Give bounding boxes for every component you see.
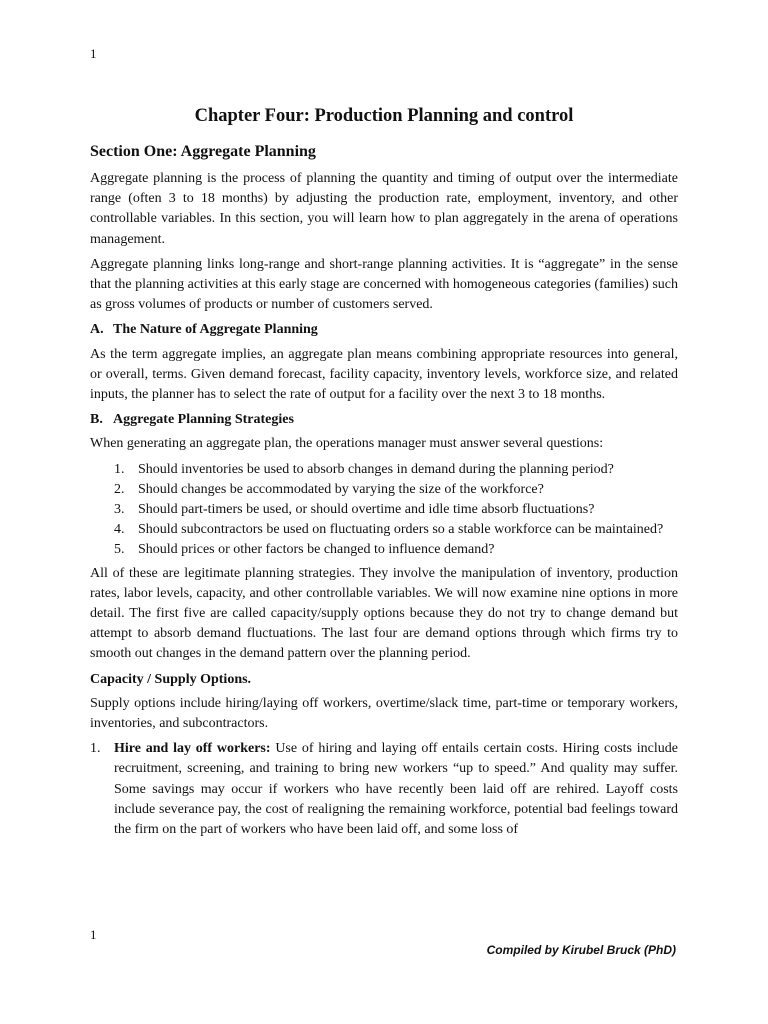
subsection-b-intro: When generating an aggregate plan, the operations manager must answer several questions: — [90, 436, 604, 452]
option-label: Hire and lay off workers: — [114, 741, 271, 757]
list-item-number: 2. — [114, 481, 125, 497]
subsection-b-title: Aggregate Planning Strategies — [113, 412, 294, 428]
subsection-a-heading — [90, 320, 678, 340]
paragraph-definition: Aggregate planning is the process of planning the quantity and timing of output over the intermediate range (often 3 to 18 months) by adjusting the production rate, employment, inventory, and other controllable variables. In this section, you will learn how to plan aggregately in the arena of operations management. — [90, 171, 678, 247]
list-item — [90, 540, 678, 560]
list-item-text: Should changes be accommodated by varying the size of the workforce? — [138, 481, 544, 497]
paragraph-links: Aggregate planning links long-range and short-range planning activities. It is “aggregate” in the sense that the planning activities at this early stage are concerned with homogeneous categories (families) such as gross volumes of products or number of customers served. — [90, 256, 678, 313]
subsection-a-text: As the term aggregate implies, an aggregate plan means combining appropriate resources into general, or overall, terms. Given demand forecast, facility capacity, inventory levels, workforce size, and related inputs, the planner has to select the rate of output for a facility over the next 3 to 18 months. — [90, 346, 678, 403]
option-text: Use of hiring and laying off entails certain costs. Hiring costs include recruitment, screening, and training to bring new workers “up to speed.” And quality may suffer. Some savings may occur if workers who have recently been laid off are rehired. Layoff costs include severance pay, the cost of realigning the remaining workforce, potential bad feelings toward the firm on the part of workers who have been laid off, and some loss of — [114, 741, 678, 838]
document-body — [90, 104, 678, 840]
header-page-number: 1 — [90, 46, 97, 61]
option-item-hire-layoff — [90, 739, 678, 840]
list-item — [90, 500, 678, 520]
subsection-b-letter: B. — [90, 412, 103, 428]
option-number: 1. — [90, 741, 101, 757]
subsection-a-letter: A. — [90, 322, 104, 338]
list-item — [90, 520, 678, 540]
footer-page-number: 1 — [90, 927, 97, 942]
list-item-text: Should inventories be used to absorb changes in demand during the planning period? — [138, 461, 614, 477]
chapter-title: Chapter Four: Production Planning and control — [194, 106, 574, 126]
footer-credit: Compiled by Kirubel Bruck (PhD) — [486, 943, 676, 957]
list-item — [90, 480, 678, 500]
capacity-intro: Supply options include hiring/laying off workers, overtime/slack time, part-time or temporary workers, inventories, and subcontractors. — [90, 695, 678, 732]
planning-questions-list — [90, 460, 678, 561]
list-item-number: 4. — [114, 522, 125, 538]
list-item-number: 5. — [114, 542, 125, 558]
list-item-number: 1. — [114, 461, 125, 477]
list-item — [90, 460, 678, 480]
capacity-heading: Capacity / Supply Options. — [90, 671, 252, 687]
strategies-paragraph: All of these are legitimate planning strategies. They involve the manipulation of inventory, production rates, labor levels, capacity, and other controllable variables. We will now examine nine options in more detail. The first five are called capacity/supply options because they do not try to change demand but attempt to absorb demand fluctuations. The last four are demand options through which firms try to smooth out changes in the demand pattern over the planning period. — [90, 565, 678, 662]
subsection-b-heading — [90, 410, 678, 430]
list-item-text: Should subcontractors be used on fluctuating orders so a stable workforce can be maintained? — [138, 522, 664, 538]
list-item-number: 3. — [114, 502, 125, 518]
list-item-text: Should prices or other factors be changed to influence demand? — [138, 542, 495, 558]
subsection-a-title: The Nature of Aggregate Planning — [113, 322, 318, 338]
list-item-text: Should part-timers be used, or should overtime and idle time absorb fluctuations? — [138, 502, 595, 518]
section-title: Section One: Aggregate Planning — [90, 143, 316, 160]
